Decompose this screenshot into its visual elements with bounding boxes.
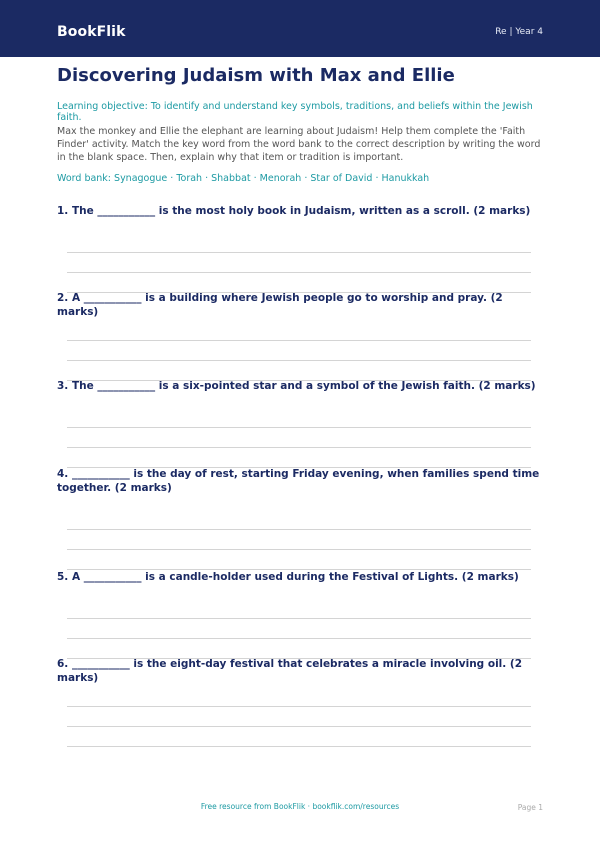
header-bar	[0, 0, 600, 57]
subject-year-label: Re | Year 4	[495, 27, 543, 37]
question-5: 5. A ___________ is a candle-holder used during the Festival of Lights. (2 marks)	[57, 571, 519, 583]
answer-line[interactable]	[67, 529, 531, 530]
answer-line[interactable]	[67, 360, 531, 361]
answer-line[interactable]	[67, 340, 531, 341]
answer-line[interactable]	[67, 618, 531, 619]
question-1: 1. The ___________ is the most holy book in Judaism, written as a scroll. (2 marks)	[57, 205, 531, 217]
footer-credit: Free resource from BookFlik · bookflik.com/resources	[200, 802, 400, 811]
answer-line[interactable]	[67, 706, 531, 707]
question-4: 4. ___________ is the day of rest, starting Friday evening, when families spend time together. (2 marks)	[57, 468, 540, 494]
brand-logo-text: BookFlik	[57, 24, 126, 40]
word-bank: Word bank: Synagogue · Torah · Shabbat · Menorah · Star of David · Hanukkah	[57, 173, 430, 184]
answer-line[interactable]	[67, 252, 531, 253]
answer-line[interactable]	[67, 549, 531, 550]
page-number: Page 1	[517, 803, 543, 812]
question-6: 6. ___________ is the eight-day festival that celebrates a miracle involving oil. (2 marks)	[57, 658, 523, 684]
answer-line[interactable]	[67, 726, 531, 727]
page-title: Discovering Judaism with Max and Ellie	[57, 65, 455, 86]
answer-line[interactable]	[67, 746, 531, 747]
answer-line[interactable]	[67, 427, 531, 428]
answer-line[interactable]	[67, 638, 531, 639]
answer-line[interactable]	[67, 447, 531, 448]
question-3: 3. The ___________ is a six-pointed star and a symbol of the Jewish faith. (2 marks)	[57, 380, 536, 392]
intro-text: Max the monkey and Ellie the elephant are learning about Judaism! Help them complete the 'Faith Finder' activity. Match the key word from the word bank to the correct description by writing the word in the blank space. Then, explain why that item or tradition is important.	[57, 126, 541, 163]
question-2: 2. A ___________ is a building where Jewish people go to worship and pray. (2 marks)	[57, 292, 503, 318]
answer-line[interactable]	[67, 272, 531, 273]
learning-objective: Learning objective: To identify and understand key symbols, traditions, and beliefs within the Jewish faith.	[57, 101, 533, 123]
